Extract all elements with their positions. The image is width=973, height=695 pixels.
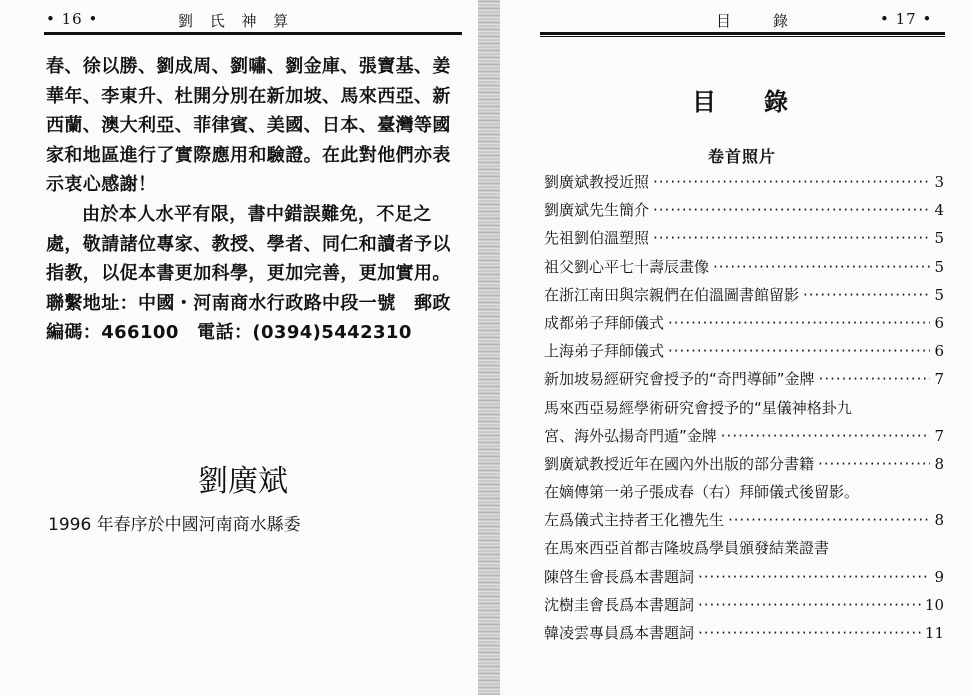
toc-title: 目 錄 (692, 88, 788, 116)
toc-entry[interactable] (544, 224, 944, 252)
right-header-rule (540, 32, 945, 35)
toc-entry[interactable] (544, 619, 944, 647)
toc-entry[interactable] (544, 337, 944, 365)
toc-entry-title: 上海弟子拜師儀式 (544, 342, 665, 361)
toc-leader-dots (728, 506, 930, 534)
left-header-rule (44, 32, 462, 35)
toc-entry-title: 韓凌雲專員爲本書題詞 (544, 624, 695, 642)
toc-entry-title: 在嫡傳第一弟子張成春（右）拜師儀式後留影。 (544, 483, 860, 502)
toc-entry-page: 3 (934, 173, 944, 191)
left-body-text (46, 52, 458, 348)
toc-entry-page: 4 (934, 201, 944, 220)
toc-entry[interactable] (544, 281, 944, 309)
toc-entry-title: 沈樹圭會長爲本書題詞 (544, 595, 695, 614)
toc-entry[interactable] (544, 506, 944, 534)
toc-entry-title: 成都弟子拜師儀式 (544, 313, 665, 332)
toc-leader-dots (698, 563, 930, 591)
preface-date-line: 1996 年春序於中國河南商水縣委 (48, 515, 301, 535)
toc-entry[interactable] (544, 478, 944, 506)
book-spine (478, 0, 500, 695)
paragraph-thanks: 春、徐以勝、劉成周、劉嘯、劉金庫、張寶基、姜華年、李東升、杜開分別在新加坡、馬來西亞、新西蘭、澳大利亞、菲律賓、美國、日本、臺灣等國家和地區進行了實際應用和驗證。在此對他們亦表示衷心感謝！ (46, 56, 451, 196)
toc-entry[interactable] (544, 534, 944, 562)
toc-leader-dots (698, 591, 921, 619)
toc-leader-dots (818, 450, 930, 478)
toc-entry-title: 新加坡易經研究會授予的“奇門導師”金牌 (544, 370, 815, 389)
toc-entry[interactable] (544, 196, 944, 224)
toc-entry-page: 7 (934, 426, 944, 445)
toc-entry-page: 5 (934, 257, 944, 276)
toc-leader-dots (653, 224, 930, 252)
left-running-title: 劉 氏 神 算 (178, 12, 295, 30)
toc-entry-page: 7 (934, 370, 944, 389)
toc-entry[interactable] (544, 253, 944, 281)
right-page-number: • 17 • (880, 10, 933, 28)
toc-leader-dots (803, 281, 930, 309)
toc-entry-title: 在馬來西亞首都吉隆坡爲學員頒發結業證書 (544, 539, 830, 558)
toc-entry-page: 5 (934, 229, 944, 248)
toc-entry[interactable] (544, 394, 944, 422)
right-header-rule-thin (540, 36, 945, 37)
toc-leader-dots (653, 196, 930, 224)
toc-entry-title: 劉廣斌教授近照 (544, 173, 650, 191)
table-of-contents (544, 168, 944, 647)
toc-entry[interactable] (544, 168, 944, 196)
toc-entry-page: 8 (934, 511, 944, 530)
toc-entry-page: 8 (934, 454, 944, 473)
toc-entry[interactable] (544, 450, 944, 478)
toc-entry-title: 在浙江南田與宗親們在伯溫圖書館留影 (544, 285, 800, 304)
toc-entry-title: 祖父劉心平七十壽辰畫像 (544, 257, 710, 276)
right-running-title: 目 錄 (716, 12, 793, 30)
toc-entry-title: 馬來西亞易經學術研究會授予的“星儀神格卦九 (544, 398, 852, 417)
toc-entry[interactable] (544, 563, 944, 591)
toc-entry-page: 5 (934, 285, 944, 304)
toc-entry-page: 6 (934, 313, 944, 332)
toc-entry-title: 劉廣斌教授近年在國內外出版的部分書籍 (544, 454, 815, 473)
toc-entry-title: 宮、海外弘揚奇門遁”金牌 (544, 426, 717, 445)
toc-leader-dots (698, 619, 921, 647)
toc-leader-dots (713, 253, 930, 281)
toc-entry-page: 6 (934, 342, 944, 361)
toc-entry-title: 陳啓生會長爲本書題詞 (544, 567, 695, 586)
paragraph-contact: 聯繫地址：中國・河南商水行政路中段一號 郵政編碼：466100 電話：(0394)5442310 (46, 292, 451, 344)
toc-entry-page: 9 (934, 567, 944, 586)
toc-entry-title: 劉廣斌先生簡介 (544, 201, 650, 220)
paragraph-apology: 由於本人水平有限，書中錯誤難免，不足之處，敬請諸位專家、教授、學者、同仁和讀者予以指教，以促本書更加科學，更加完善，更加實用。 (46, 203, 451, 285)
toc-leader-dots (653, 168, 930, 196)
toc-entry[interactable] (544, 309, 944, 337)
toc-leader-dots (668, 309, 930, 337)
toc-leader-dots (668, 337, 930, 365)
toc-leader-dots (819, 365, 930, 393)
toc-entry[interactable] (544, 365, 944, 393)
toc-entry-title: 先祖劉伯溫塑照 (544, 229, 650, 248)
toc-entry-title: 左爲儀式主持者王化禮先生 (544, 511, 725, 530)
author-signature: 劉廣斌 (198, 464, 288, 499)
toc-entry[interactable] (544, 591, 944, 619)
left-page-number: • 16 • (46, 10, 99, 28)
toc-entry-page: 11 (924, 624, 944, 642)
toc-entry-page: 10 (924, 595, 944, 614)
section-title-photos: 卷首照片 (708, 147, 777, 166)
toc-leader-dots (721, 422, 930, 450)
toc-entry[interactable] (544, 422, 944, 450)
